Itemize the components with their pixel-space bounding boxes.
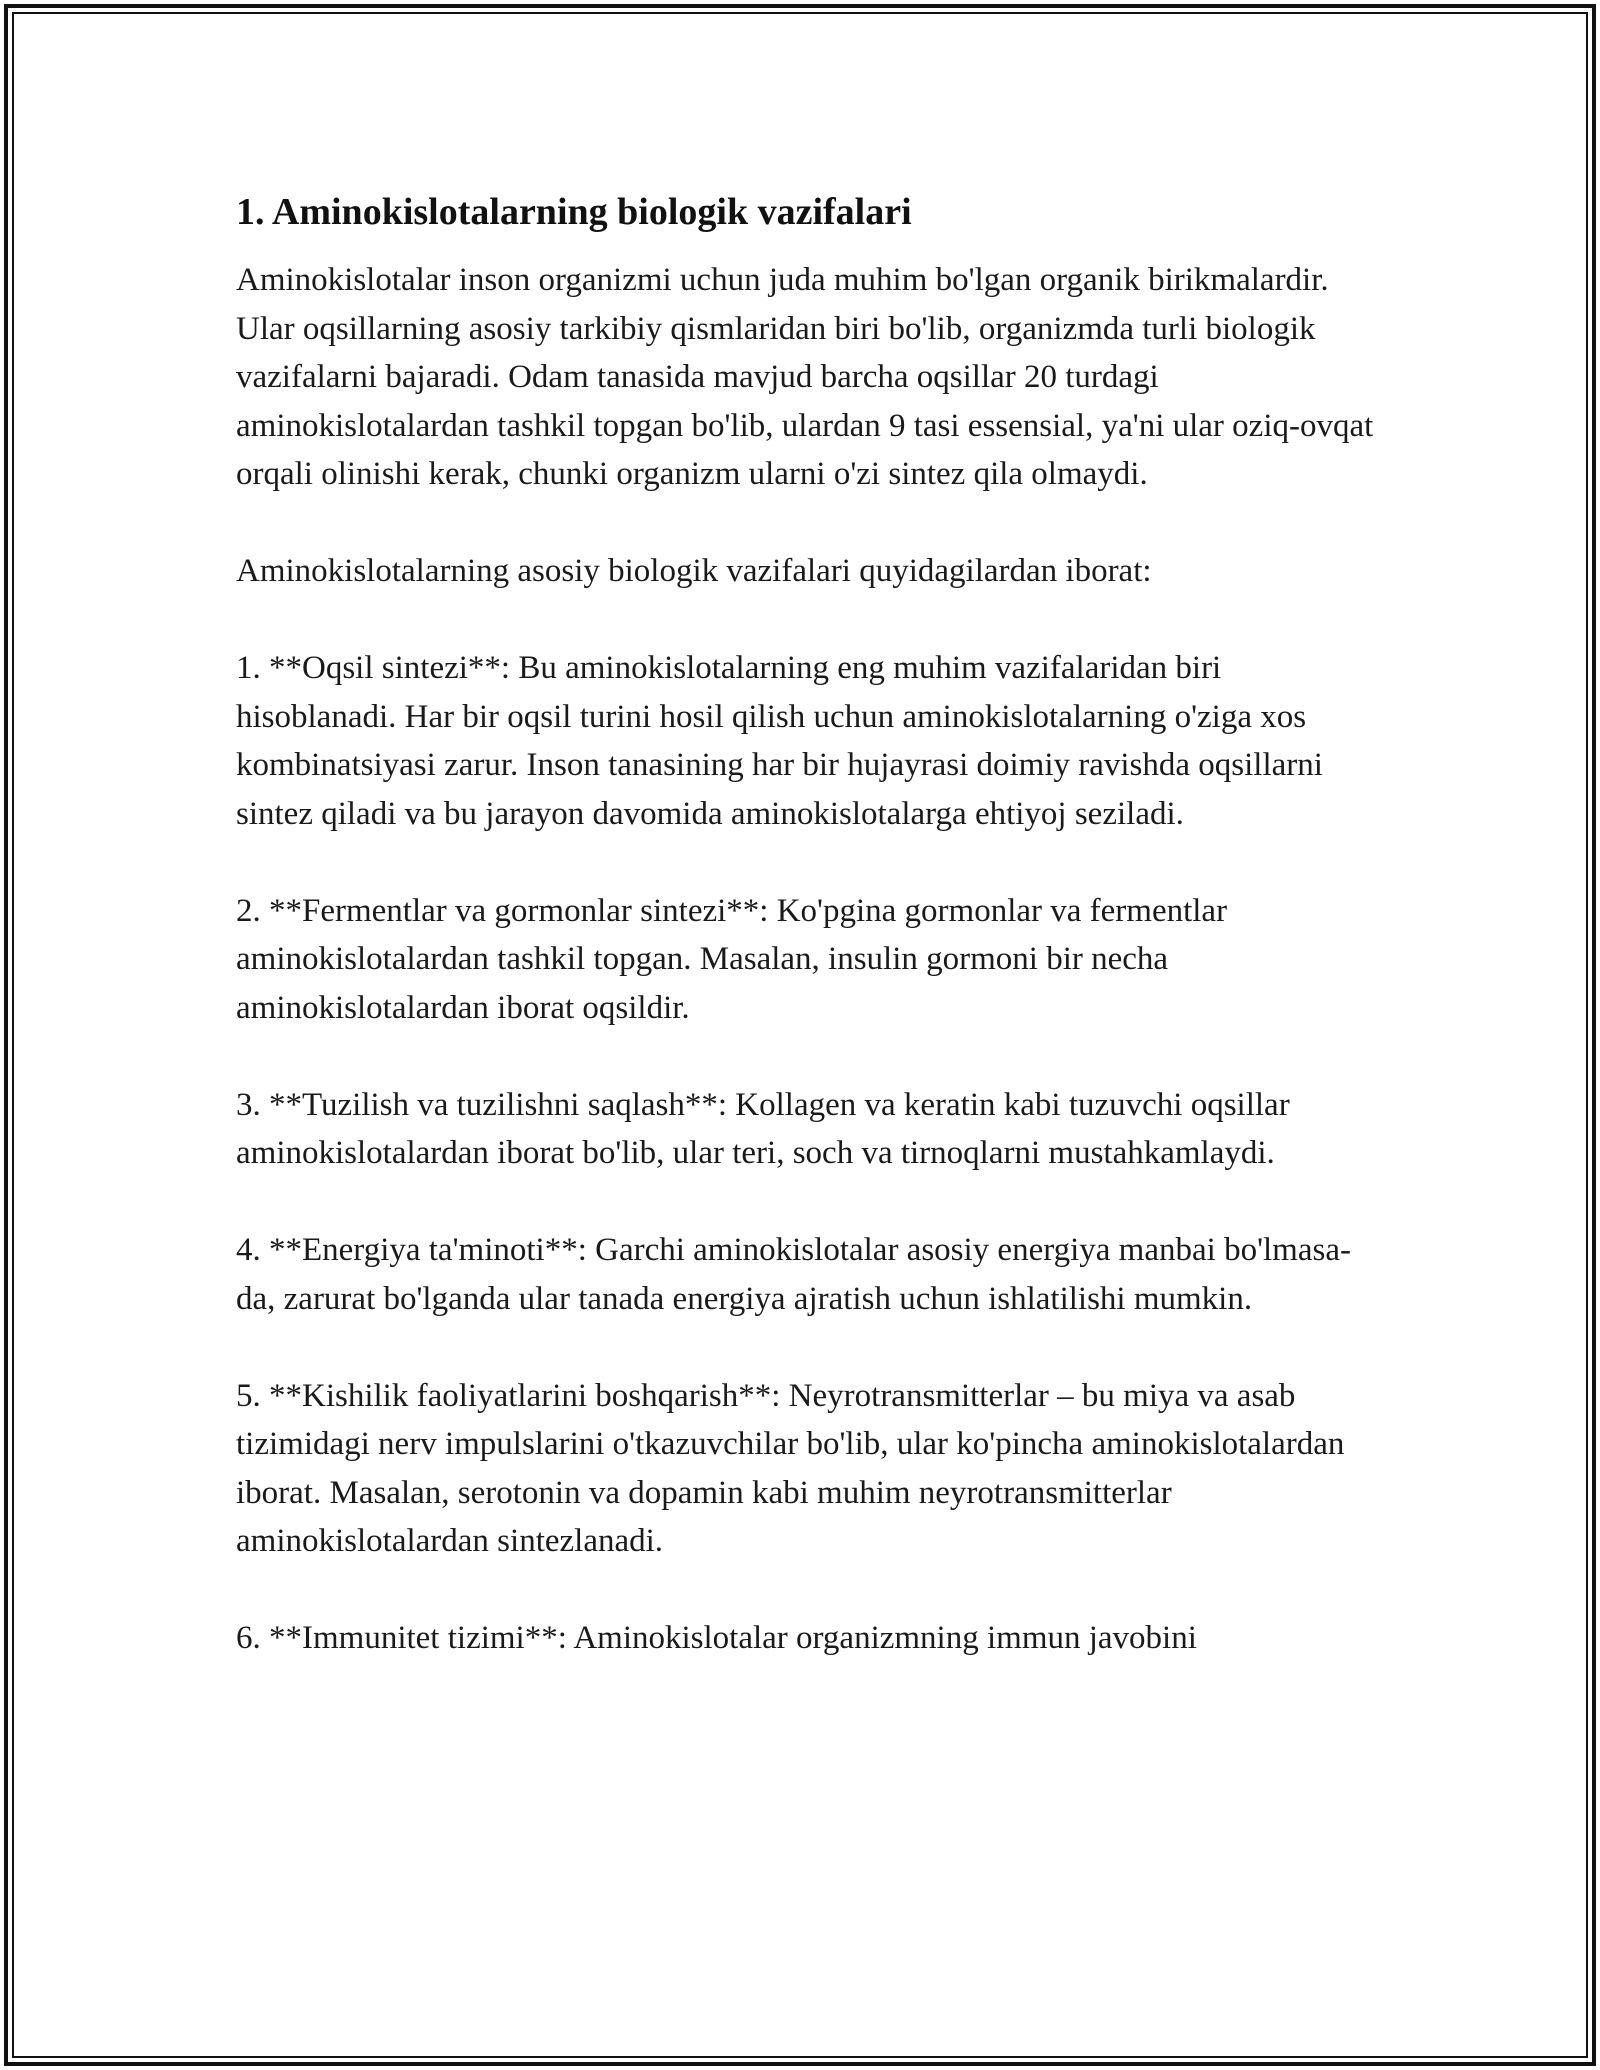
list-item-enzymes-hormones: 2. **Fermentlar va gormonlar sintezi**: Ko'pgina gormonlar va fermentlar aminokislotalardan tashkil topgan. Masalan, insulin gormoni bir necha aminokislotalardan iborat oqsildir. (236, 892, 1228, 1026)
list-item-immunity: 6. **Immunitet tizimi**: Aminokislotalar organizmning immun javobini (236, 1620, 1197, 1656)
section-heading: 1. Aminokislotalarning biologik vazifalari (236, 191, 912, 233)
list-item-protein-synthesis: 1. **Oqsil sintezi**: Bu aminokislotalarning eng muhim vazifalaridan biri hisoblanadi. Har bir oqsil turini hosil qilish uchun aminokislotalarning o'ziga xos kombinatsiyasi zarur. Inson tanasining har bir hujayrasi doimiy ravishda oqsillarni sintez qiladi va bu jarayon davomida aminokislotalarga ehtiyoj seziladi. (236, 650, 1323, 832)
list-item-structure: 3. **Tuzilish va tuzilishni saqlash**: Kollagen va keratin kabi tuzuvchi oqsillar aminokislotalardan iborat bo'lib, ular teri, soch va tirnoqlarni mustahkamlaydi. (236, 1086, 1290, 1171)
intro-paragraph: Aminokislotalar inson organizmi uchun juda muhim bo'lgan organik birikmalardir. Ular oqsillarning asosiy tarkibiy qismlaridan biri bo'lib, organizmda turli biologik vazifalarni bajaradi. Odam tanasida mavjud barcha oqsillar 20 turdagi aminokislotalardan tashkil topgan bo'lib, ulardan 9 tasi essensial, ya'ni ular oziq-ovqat orqali olinishi kerak, chunki organizm ularni o'zi sintez qila olmaydi. (236, 262, 1374, 492)
list-item-neurotransmitters: 5. **Kishilik faoliyatlarini boshqarish**: Neyrotransmitterlar – bu miya va asab tizimidagi nerv impulslarini o'tkazuvchilar bo'lib, ular ko'pincha aminokislotalardan iborat. Masalan, serotonin va dopamin kabi muhim neyrotransmitterlar aminokislotalardan sintezlanadi. (236, 1377, 1345, 1559)
document-body (236, 186, 1386, 1663)
list-intro-paragraph: Aminokislotalarning asosiy biologik vazifalari quyidagilardan iborat: (236, 553, 1152, 589)
list-item-energy: 4. **Energiya ta'minoti**: Garchi aminokislotalar asosiy energiya manbai bo'lmasa-da, zarurat bo'lganda ular tanada energiya ajratish uchun ishlatilishi mumkin. (236, 1232, 1351, 1317)
